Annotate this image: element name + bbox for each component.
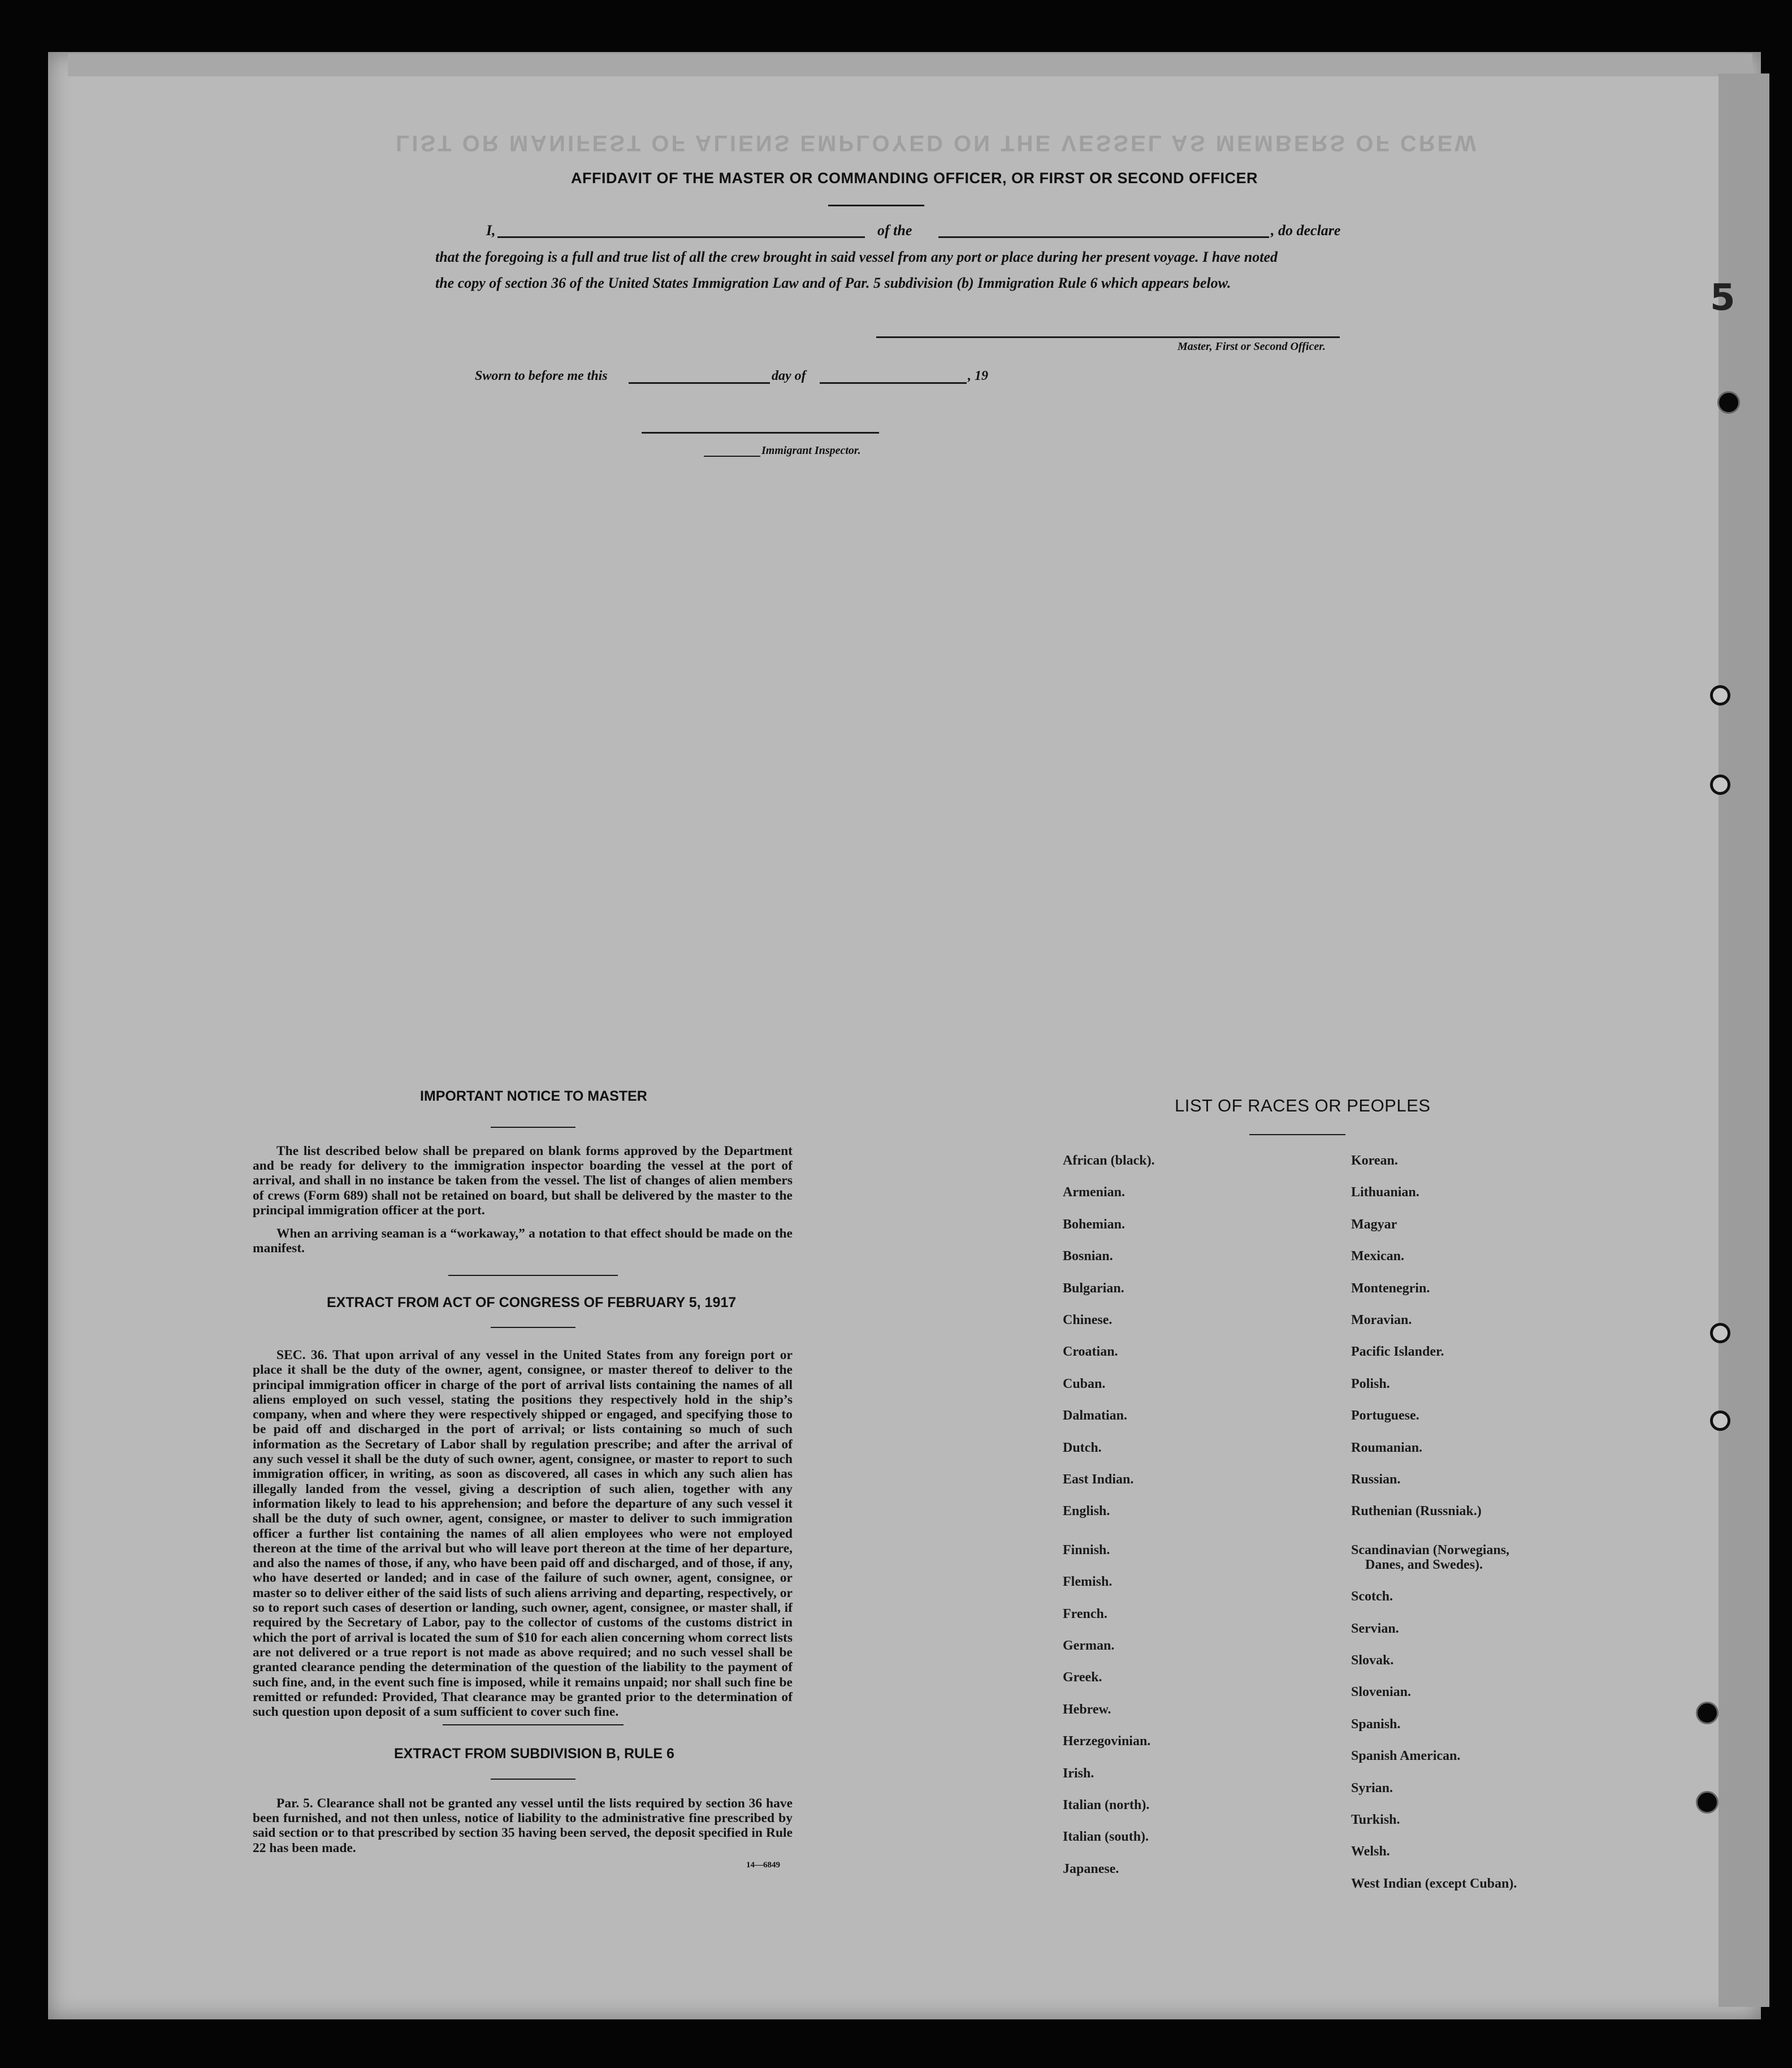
signature-label: Master, First or Second Officer. bbox=[1178, 340, 1326, 353]
notice-paragraph-2: When an arriving seaman is a “workaway,” a notation to that effect should be made on the manifest. bbox=[253, 1226, 793, 1256]
page-mark: 5 bbox=[1710, 277, 1735, 319]
race-item: West Indian (except Cuban). bbox=[1351, 1876, 1517, 1891]
affidavit-title: AFFIDAVIT OF THE MASTER OR COMMANDING OFFICER, OR FIRST OR SECOND OFFICER bbox=[571, 170, 1258, 187]
affidavit-declare: , do declare bbox=[1271, 222, 1341, 239]
affidavit-divider bbox=[828, 205, 924, 206]
notice-rule bbox=[448, 1275, 618, 1276]
race-item: Servian. bbox=[1351, 1621, 1399, 1636]
page-edge-top bbox=[68, 54, 1752, 76]
race-item: Lithuanian. bbox=[1351, 1185, 1419, 1200]
affidavit-i: I, bbox=[486, 222, 496, 239]
race-item: English. bbox=[1063, 1504, 1110, 1519]
race-item: Scotch. bbox=[1351, 1589, 1393, 1604]
binder-hole bbox=[1717, 391, 1740, 414]
race-item: Turkish. bbox=[1351, 1812, 1400, 1827]
race-item: Dalmatian. bbox=[1063, 1408, 1127, 1424]
race-item: Ruthenian (Russniak.) bbox=[1351, 1504, 1482, 1519]
rule-extract-title: EXTRACT FROM SUBDIVISION B, RULE 6 bbox=[394, 1746, 674, 1762]
binder-hole bbox=[1710, 775, 1730, 795]
race-item: Flemish. bbox=[1063, 1574, 1113, 1590]
affidavit-of-the: of the bbox=[877, 222, 912, 239]
form-number: 14—6849 bbox=[746, 1861, 780, 1870]
vessel-name-blank[interactable] bbox=[938, 236, 1269, 238]
races-divider bbox=[1249, 1134, 1345, 1135]
race-item: Korean. bbox=[1351, 1153, 1398, 1168]
race-item: Magyar bbox=[1351, 1217, 1397, 1232]
binder-hole bbox=[1710, 1411, 1730, 1431]
inspector-lead-line bbox=[704, 456, 760, 457]
act-extract-text: SEC. 36. That upon arrival of any vessel in the United States from any foreign port or place it shall be the duty of the owner, agent, consignee, or master thereof to deliver to the principal immigration officer in charge of the port of arrival lists containing the names of all aliens employed on such vessel, stating the positions they respectively hold in the ship’s company, when and where they were respectively shipped or engaged, and specifying those to be paid off and discharged in the port of arrival; or lists containing so much of such information as the Secretary of Labor shall by regulation prescribe; and after the arrival of any such vessel it shall be the duty of such owner, agent, consignee, or master to report to such immigration officer, in writing, as soon as discovered, all cases in which any such alien has illegally landed from the vessel, giving a description of such alien, together with any information likely to lead to his apprehension; and before the departure of any such vessel it shall be the duty of such owner, agent, consignee, or master to deliver to such immigration officer a further list containing the names of all alien employees who were not employed thereon at the time of the arrival but who will leave port thereon at the time of her departure, and also the names of those, if any, who have been paid off and discharged, and of those, if any, who have deserted or landed; and in case of the failure of such owner, agent, consignee, or master so to deliver either of the said lists of such aliens arriving and departing, respectively, or so to report such cases of desertion or landing, such owner, agent, consignee, or master shall, if required by the Secretary of Labor, pay to the collector of customs of the customs district in which the port of arrival is located the sum of $10 for each alien concerning whom correct lists are not delivered or a true report is not made as above required; and no such vessel shall be granted clearance pending the determination of the question of the liability to the payment of such fine, and, in the event such fine is imposed, while it remains unpaid; nor shall such fine be remitted or refunded: Provided, That clearance may be granted prior to the determination of such question upon deposit of a sum sufficient to cover such fine. bbox=[253, 1348, 793, 1720]
race-item: Herzegovinian. bbox=[1063, 1734, 1151, 1749]
race-item: Armenian. bbox=[1063, 1185, 1125, 1200]
binder-hole bbox=[1710, 1323, 1730, 1343]
binder-hole bbox=[1710, 685, 1730, 706]
sworn-month-blank[interactable] bbox=[820, 382, 967, 384]
race-item: Dutch. bbox=[1063, 1440, 1102, 1455]
race-item: Bohemian. bbox=[1063, 1217, 1126, 1232]
race-item: Greek. bbox=[1063, 1670, 1102, 1685]
race-item: Portuguese. bbox=[1351, 1408, 1419, 1424]
race-item: African (black). bbox=[1063, 1153, 1155, 1168]
race-item: Danes, and Swedes). bbox=[1365, 1557, 1483, 1572]
race-item: Bosnian. bbox=[1063, 1249, 1113, 1264]
race-item: Bulgarian. bbox=[1063, 1280, 1124, 1296]
affidavit-line-3: the copy of section 36 of the United States Immigration Law and of Par. 5 subdivision (b) Immigration Rule 6 which appears below. bbox=[435, 275, 1231, 291]
officer-signature-line[interactable] bbox=[876, 336, 1340, 338]
officer-name-blank[interactable] bbox=[497, 236, 865, 238]
race-item: Montenegrin. bbox=[1351, 1280, 1430, 1296]
race-item: Moravian. bbox=[1351, 1313, 1412, 1327]
race-item: Scandinavian (Norwegians, bbox=[1351, 1542, 1510, 1558]
race-item: Roumanian. bbox=[1351, 1440, 1423, 1455]
bleed-through-text: LIST OR MANIFEST OF ALIENS EMPLOYED ON THE VESSEL AS MEMBERS OF CREW bbox=[396, 131, 1479, 155]
race-item: Welsh. bbox=[1351, 1844, 1390, 1859]
binder-hole bbox=[1696, 1791, 1719, 1814]
act-extract-divider bbox=[491, 1327, 575, 1328]
race-item: French. bbox=[1063, 1606, 1107, 1621]
rule-extract-text: Par. 5. Clearance shall not be granted any vessel until the lists required by section 36 have been furnished, and not then unless, notice of liability to the administrative fine prescribed by said section or to that prescribed by section 35 having been served, the deposit specified in Rule 22 has been made. bbox=[253, 1796, 793, 1855]
races-title: LIST OF RACES OR PEOPLES bbox=[1175, 1096, 1431, 1115]
race-item: Spanish. bbox=[1351, 1716, 1401, 1732]
page-edge-right bbox=[1719, 73, 1769, 2007]
document-sheet bbox=[48, 52, 1761, 2019]
inspector-label: Immigrant Inspector. bbox=[761, 444, 861, 457]
race-item: Syrian. bbox=[1351, 1780, 1393, 1796]
race-item: Russian. bbox=[1351, 1472, 1401, 1487]
race-item: Finnish. bbox=[1063, 1542, 1110, 1558]
notice-paragraph-1: The list described below shall be prepared on blank forms approved by the Department and be ready for delivery to the immigration inspector boarding the vessel at the port of arrival, and shall in no instance be taken from the vessel. The list of changes of alien members of crews (Form 689) shall not be retained on board, but shall be delivered by the master to the principal immigration officer at the port. bbox=[253, 1144, 793, 1218]
act-extract-title: EXTRACT FROM ACT OF CONGRESS OF FEBRUARY 5, 1917 bbox=[327, 1295, 737, 1310]
binder-hole bbox=[1696, 1702, 1719, 1724]
notice-title: IMPORTANT NOTICE TO MASTER bbox=[420, 1088, 647, 1104]
race-item: Slovenian. bbox=[1351, 1685, 1412, 1700]
race-item: East Indian. bbox=[1063, 1472, 1134, 1487]
race-item: Polish. bbox=[1351, 1376, 1390, 1391]
race-item: Japanese. bbox=[1063, 1861, 1119, 1876]
sworn-label: Sworn to before me this bbox=[475, 369, 608, 383]
race-item: Croatian. bbox=[1063, 1344, 1118, 1360]
race-item: Irish. bbox=[1063, 1766, 1094, 1781]
race-item: Pacific Islander. bbox=[1351, 1344, 1444, 1360]
race-item: Italian (north). bbox=[1063, 1798, 1150, 1812]
race-item: Cuban. bbox=[1063, 1376, 1106, 1391]
sworn-day-label: day of bbox=[772, 369, 806, 383]
race-item: Chinese. bbox=[1063, 1313, 1113, 1327]
race-item: Spanish American. bbox=[1351, 1749, 1461, 1764]
race-item: German. bbox=[1063, 1638, 1115, 1653]
sworn-day-blank[interactable] bbox=[629, 382, 770, 384]
rule-extract-divider bbox=[491, 1779, 575, 1780]
race-item: Slovak. bbox=[1351, 1653, 1394, 1668]
inspector-signature-line[interactable] bbox=[642, 432, 879, 434]
race-item: Hebrew. bbox=[1063, 1702, 1111, 1717]
race-item: Italian (south). bbox=[1063, 1829, 1149, 1845]
race-item: Mexican. bbox=[1351, 1249, 1404, 1264]
sworn-year-label: , 19 bbox=[968, 369, 988, 383]
notice-divider bbox=[491, 1127, 575, 1128]
act-extract-rule bbox=[443, 1724, 624, 1725]
affidavit-line-2: that the foregoing is a full and true list of all the crew brought in said vessel from any port or place during her present voyage. I have noted bbox=[435, 249, 1278, 265]
